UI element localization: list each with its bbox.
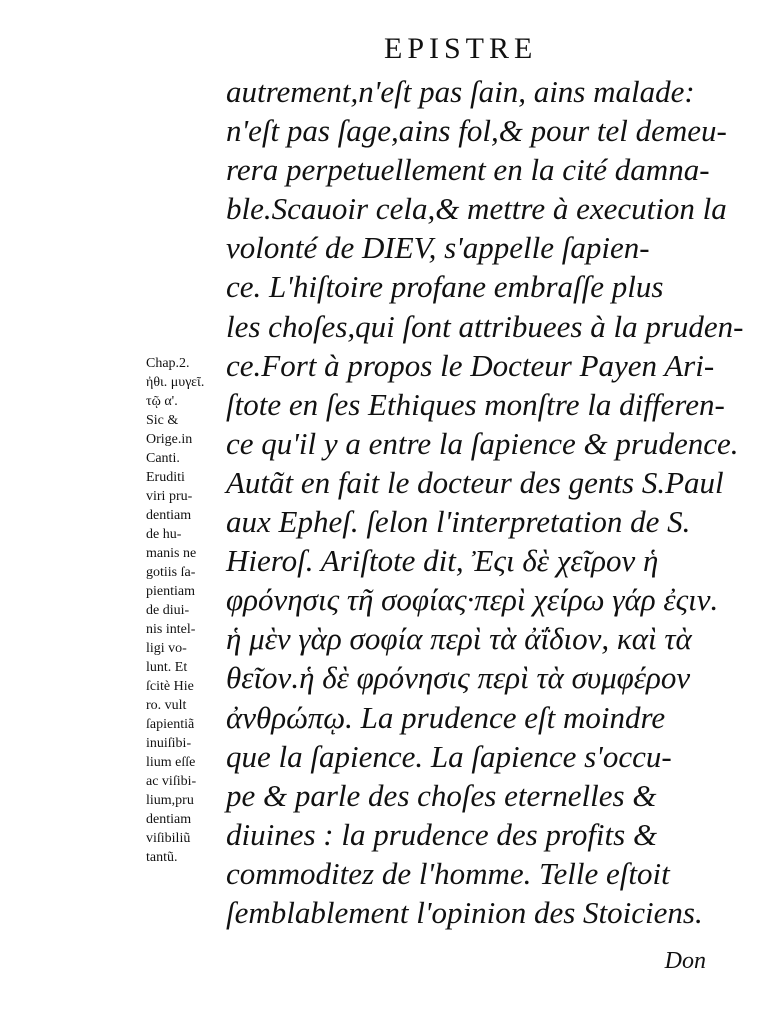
main-line: pe & parle des choſes eternelles & xyxy=(226,777,657,813)
main-text-column xyxy=(226,72,744,932)
main-line: ἡ μὲν γὰρ σοφία περὶ τὰ ἀΐδιον, καὶ τὰ xyxy=(226,621,692,657)
margin-note-line: pientiam xyxy=(146,584,195,599)
margin-note-line: de hu- xyxy=(146,527,182,542)
main-line: φρόνησις τῆ σοφίας·περὶ χείρω γάρ ἐςιν. xyxy=(226,582,719,618)
main-line: les choſes,qui ſont attribuees à la pruden- xyxy=(226,308,744,344)
main-line: que la ſapience. La ſapience s'occu- xyxy=(226,738,672,774)
main-line: rera perpetuellement en la cité damna- xyxy=(226,152,710,188)
margin-note-line: manis ne xyxy=(146,546,197,561)
running-header: EPISTRE xyxy=(384,32,538,65)
margin-note-line: Orige.in xyxy=(146,432,193,447)
margin-note-line: lium,pru xyxy=(146,793,194,808)
main-line: ἀνθρώπῳ. La prudence eſt moindre xyxy=(226,699,666,735)
main-line: autrement,n'eſt pas ſain, ains malade: xyxy=(226,74,695,109)
margin-note-line: Eruditi xyxy=(146,470,185,485)
main-line: volonté de DIEV, s'appelle ſapien- xyxy=(226,230,650,266)
margin-note-line: τῷ α'. xyxy=(146,394,178,409)
margin-note-line: ac viſibi- xyxy=(146,774,197,789)
main-line: ce qu'il y a entre la ſapience & prudence. xyxy=(226,425,739,461)
margin-note-line: lunt. Et xyxy=(146,660,188,675)
margin-note-line: viri pru- xyxy=(146,489,193,504)
main-line: n'eſt pas ſage,ains fol,& pour tel demeu- xyxy=(226,113,727,149)
margin-note-line: ligi vo- xyxy=(146,641,187,656)
margin-note-line: ro. vult xyxy=(146,698,187,713)
main-line: Autãt en fait le docteur des gents S.Paul xyxy=(226,464,724,500)
margin-note-line: Chap.2. xyxy=(146,356,190,371)
main-line: commoditez de l'homme. Telle eſtoit xyxy=(226,855,670,891)
margin-note-line: gotiis ſa- xyxy=(146,565,196,580)
main-line: Hieroſ. Ariſtote dit, Ἐςι δὲ χεῖρον ἡ xyxy=(226,543,659,579)
main-line: ſtote en ſes Ethiques monſtre la differen- xyxy=(226,386,725,422)
main-line: ce. L'hiſtoire profane embraſſe plus xyxy=(226,269,664,305)
margin-note-line: dentiam xyxy=(146,812,192,827)
margin-note-line: ſapientiã xyxy=(146,717,195,732)
margin-note-line: tantũ. xyxy=(146,850,178,865)
margin-note-line: Sic & xyxy=(146,413,179,428)
main-line: diuines : la prudence des profits & xyxy=(226,816,658,852)
catchword: Don xyxy=(664,948,706,974)
margin-note-line: dentiam xyxy=(146,508,192,523)
margin-note-line: de diui- xyxy=(146,603,190,618)
margin-note-line: viſibiliũ xyxy=(146,831,191,846)
margin-note-line: nis intel- xyxy=(146,622,196,637)
margin-note-line: ἠθι. μυγεῖ. xyxy=(146,375,205,390)
main-line: ce.Fort à propos le Docteur Payen Ari- xyxy=(226,347,715,383)
margin-note-line: ſcitè Hie xyxy=(146,679,194,694)
margin-note-line: lium eſſe xyxy=(146,755,196,770)
main-line: θεῖον.ἡ δὲ φρόνησις περὶ τὰ συμφέρον xyxy=(226,660,691,696)
margin-note-line: inuiſibi- xyxy=(146,736,192,751)
main-line: aux Epheſ. ſelon l'interpretation de S. xyxy=(226,504,691,540)
main-line: ſemblablement l'opinion des Stoiciens. xyxy=(226,894,703,930)
main-line: ble.Scauoir cela,& mettre à execution la xyxy=(226,191,727,227)
margin-notes xyxy=(146,354,232,867)
margin-note-line: Canti. xyxy=(146,451,180,466)
